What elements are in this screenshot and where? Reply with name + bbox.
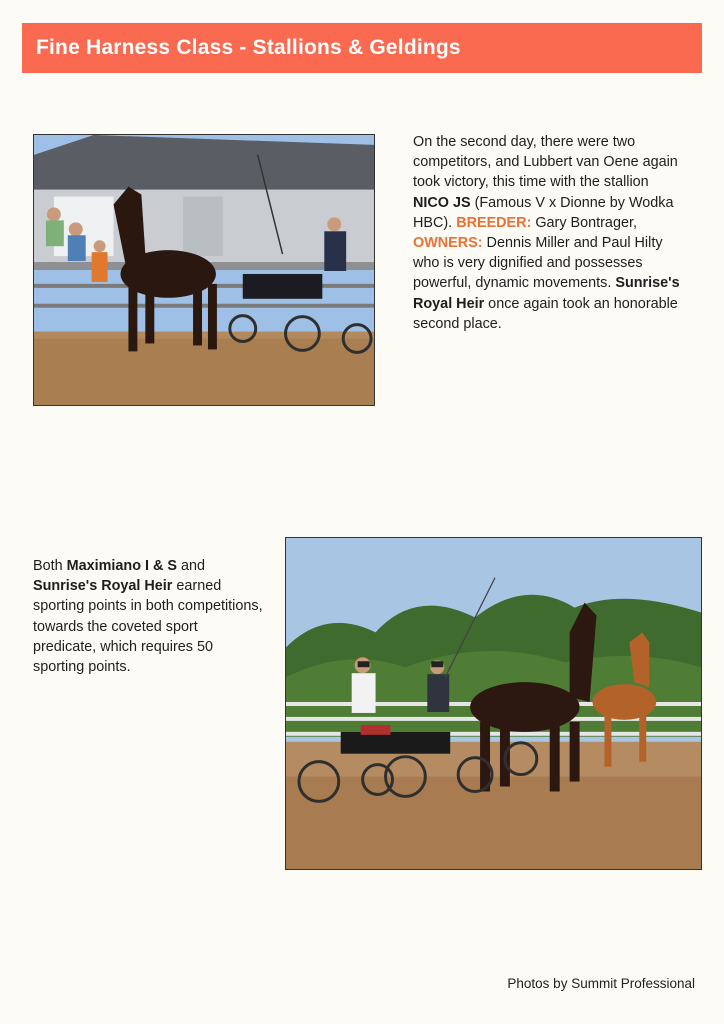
section1-intro: On the second day, there were two competitors, and Lubbert van Oene again took victory, this time with the stallion [413, 134, 678, 191]
photo-nico-js-carriage [33, 134, 375, 406]
section1-closing: once again took an honorable second place. [413, 295, 678, 332]
horse-name-royal-heir-2: Sunrise's Royal Heir [33, 578, 173, 595]
owners-text: Dennis Miller and Paul Hilty who is very dignified and possesses powerful, dynamic movements. [413, 235, 663, 292]
horse-name-maximiano: Maximiano I & S [66, 558, 177, 574]
section2-and: and [176, 558, 205, 574]
section2-text [33, 556, 263, 677]
section1-text [413, 132, 683, 334]
horse-name-nico: NICO JS [413, 194, 471, 211]
breeder-label: BREEDER: [456, 214, 532, 231]
photo-credit: Photos by Summit Professional [507, 976, 695, 991]
breeder-name: Gary Bontrager, [531, 214, 637, 231]
horse-name-royal-heir: Sunrise's Royal Heir [413, 275, 680, 312]
section1-pedigree: (Famous V x Dionne by Wodka HBC). [413, 194, 674, 231]
header-banner [22, 23, 702, 73]
photo-two-horses-carriage [285, 537, 702, 870]
section2-closing: earned sporting points in both competitions, towards the coveted sport predicate, which requires 50 sporting points. [33, 578, 263, 676]
section2-intro: Both [33, 558, 67, 574]
owners-label: OWNERS: [413, 235, 483, 252]
page-title: Fine Harness Class - Stallions & Geldings [36, 36, 461, 59]
